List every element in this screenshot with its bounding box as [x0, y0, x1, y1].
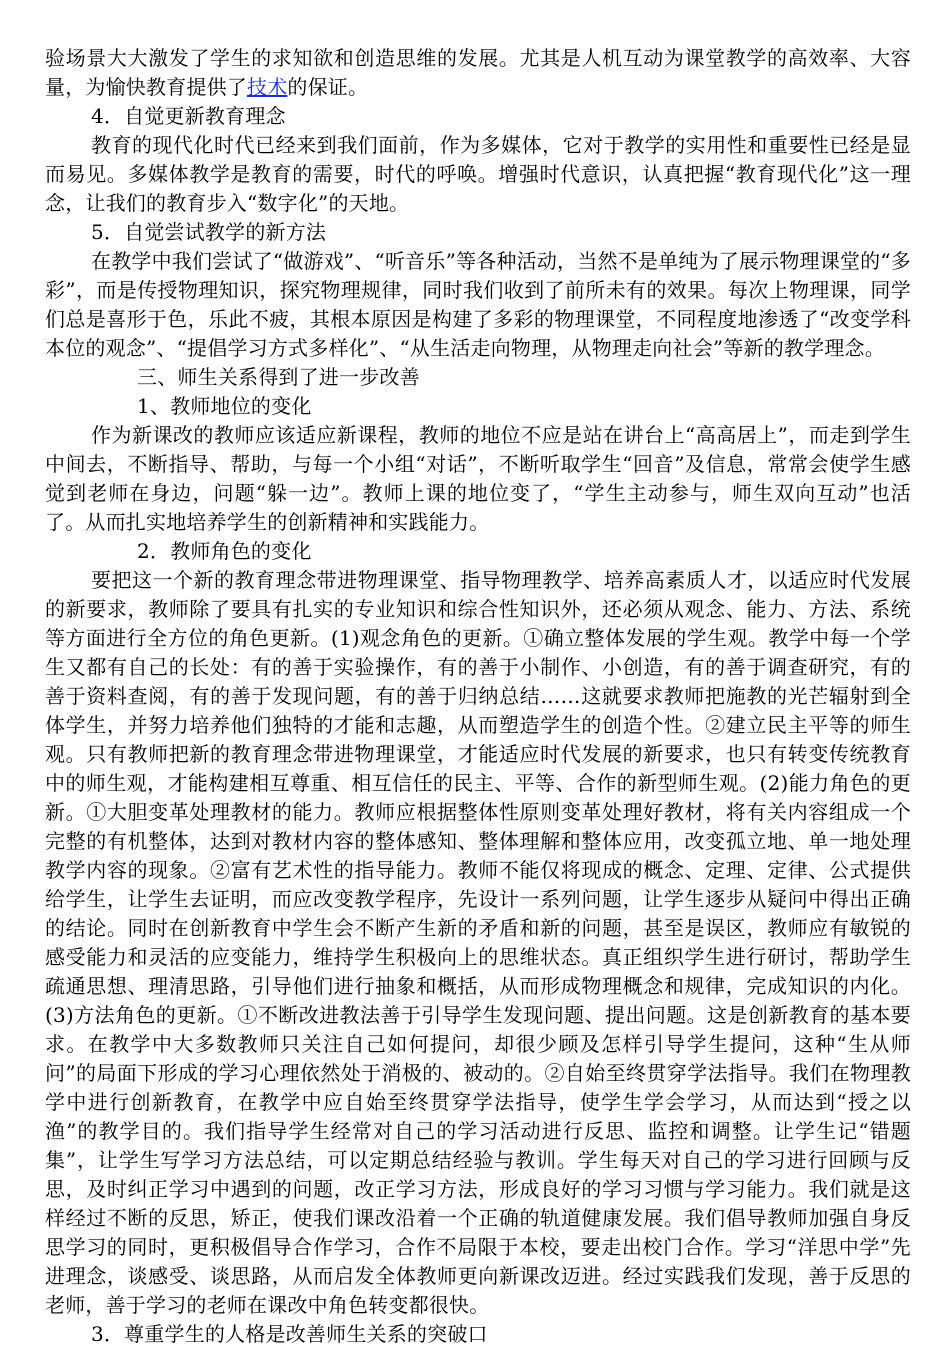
- paragraph-teacher-status: 作为新课改的教师应该适应新课程，教师的地位不应是站在讲台上“高高居上”，而走到学生中间去，不断指导、帮助，与每一个小组“对话”，不断听取学生“回音”及信息，常常会使学生感觉到老师在身边，问题“躲一边”。教师上课的地位变了，“学生主动参与，师生双向互动”也活了。从而扎实地培养学生的创新精神和实践能力。: [45, 423, 911, 534]
- heading-new-teaching-methods: 5．自觉尝试教学的新方法: [91, 220, 327, 244]
- intro-text-before: 验场景大大激发了学生的求知欲和创造思维的发展。尤其是人机互动为课堂教学的高效率、大容量，为愉快教育提供了: [45, 46, 911, 99]
- heading-respect-student-personality: 3．尊重学生的人格是改善师生关系的突破口: [91, 1322, 488, 1346]
- paragraph-teacher-role: 要把这一个新的教育理念带进物理课堂、指导物理教学、培养高素质人才，以适应时代发展的新要求，教师除了要具有扎实的专业知识和综合性知识外，还必须从观念、能力、方法、系统等方面进行全方位的角色更新。(1)观念角色的更新。①确立整体发展的学生观。教学中每一个学生又都有自己的长处：有的善于实验操作，有的善于小制作、小创造，有的善于调查研究，有的善于资料查阅，有的善于发现问题，有的善于归纳总结……这就要求教师把施教的光芒辐射到全体学生，并努力培养他们独特的才能和志趣，从而塑造学生的创造个性。②建立民主平等的师生观。只有教师把新的教育理念带进物理课堂，才能适应时代发展的新要求，也只有转变传统教育中的师生观，才能构建相互尊重、相互信任的民主、平等、合作的新型师生观。(2)能力角色的更新。①大胆变革处理教材的能力。教师应根据整体性原则变革处理好教材，将有关内容组成一个完整的有机整体，达到对教材内容的整体感知、整体理解和整体应用，改变孤立地、单一地处理教学内容的现象。②富有艺术性的指导能力。教师不能仅将现成的概念、定理、定律、公式提供给学生，让学生去证明，而应改变教学程序，先设计一系列问题，让学生逐步从疑问中得出正确的结论。同时在创新教育中学生会不断产生新的矛盾和新的问题，甚至是误区，教师应有敏锐的感受能力和灵活的应变能力，维持学生积极向上的思维状态。真正组织学生进行研讨，帮助学生疏通思想、理清思路，引导他们进行抽象和概括，从而形成物理概念和规律，完成知识的内化。(3)方法角色的更新。①不断改进教法善于引导学生发现问题、提出问题。这是创新教育的基本要求。在教学中大多数教师只关注自己如何提问，却很少顾及怎样引导学生提问，这种“生从师问”的局面下形成的学习心理依然处于消极的、被动的。②自始至终贯穿学法指导。我们在物理教学中进行创新教育，在教学中应自始至终贯穿学法指导，使学生学会学习，从而达到“授之以渔”的教学目的。我们指导学生经常对自己的学习活动进行反思、监控和调整。让学生记“错题集”，让学生写学习方法总结，可以定期总结经验与教训。学生每天对自己的学习进行回顾与反思，及时纠正学习中遇到的问题，改正学习方法，形成良好的学习习惯与学习能力。我们就是这样经过不断的反思，矫正，使我们课改沿着一个正确的轨道健康发展。我们倡导教师加强自身反思学习的同时，更积极倡导合作学习，合作不局限于本校，要走出校门合作。学习“洋思中学”先进理念，谈感受、谈思路，从而启发全体教师更向新课改迈进。经过实践我们发现，善于反思的老师，善于学习的老师在课改中角色转变都很快。: [45, 568, 911, 1317]
- paragraph-intro: [45, 44, 911, 102]
- heading-section-3-teacher-student-relation: 三、师生关系得到了进一步改善: [137, 365, 420, 389]
- paragraph-colorful-classroom: 在教学中我们尝试了“做游戏”、“听音乐”等各种活动，当然不是单纯为了展示物理课堂的“多彩”，而是传授物理知识，探究物理规律，同时我们收到了前所未有的效果。每次上物理课，同学们总是喜形于色，乐此不疲，其根本原因是构建了多彩的物理课堂，不同程度地渗透了“改变学科本位的观念”、“提倡学习方式多样化”、“从生活走向物理，从物理走向社会”等新的教学理念。: [45, 249, 911, 360]
- heading-teacher-status-change: 1、教师地位的变化: [137, 394, 312, 418]
- heading-teacher-role-change: 2．教师角色的变化: [137, 539, 312, 563]
- paragraph-modernization: 教育的现代化时代已经来到我们面前，作为多媒体，它对于教学的实用性和重要性已经是显而易见。多媒体教学是教育的需要，时代的呼唤。增强时代意识，认真把握“教育现代化”这一理念，让我们的教育步入“数字化”的天地。: [45, 133, 911, 215]
- intro-text-after: 的保证。: [287, 75, 369, 99]
- document-page: [45, 44, 911, 1349]
- heading-update-education-concept: 4．自觉更新教育理念: [91, 104, 286, 128]
- technology-link[interactable]: 技术: [247, 75, 288, 99]
